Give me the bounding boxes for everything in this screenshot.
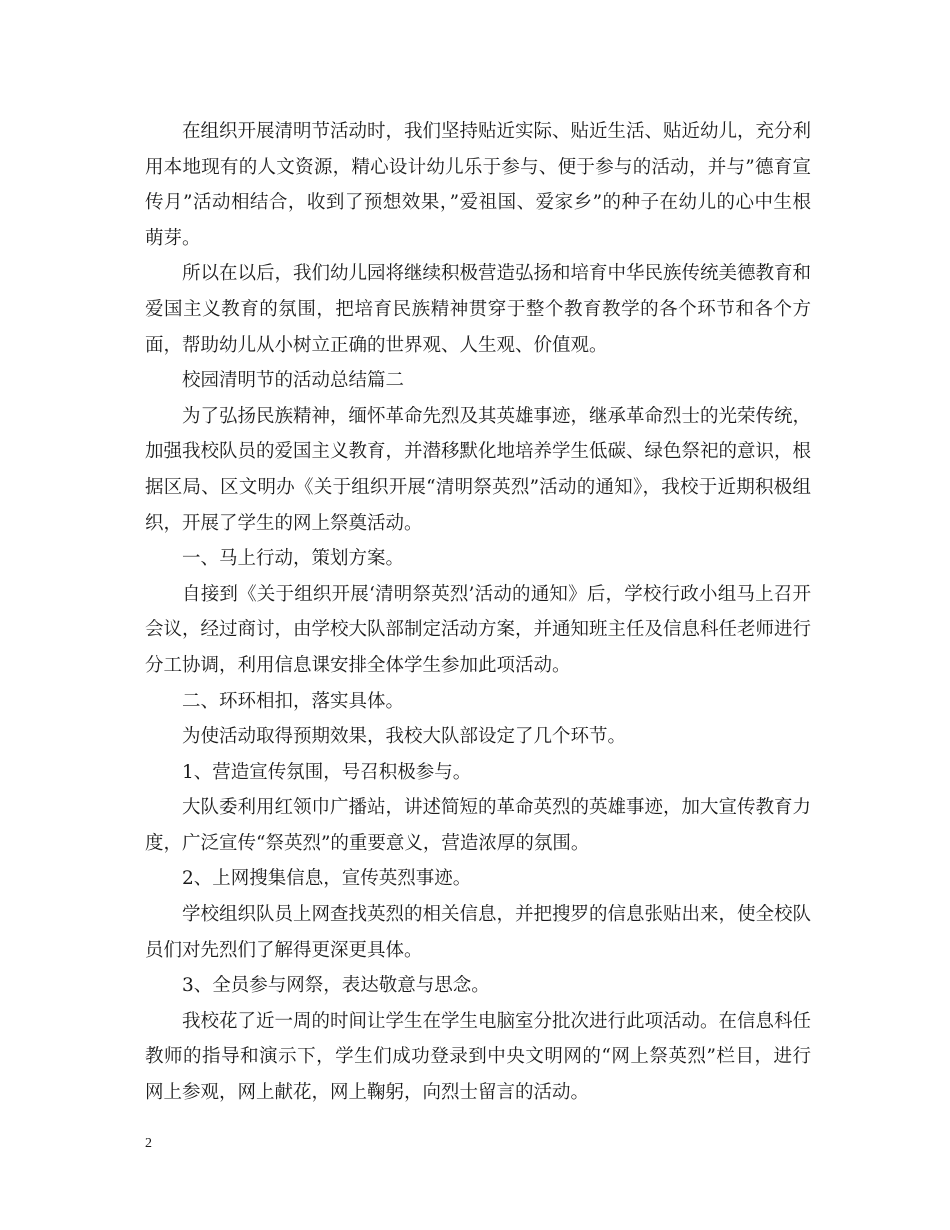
document-body [145, 114, 811, 1111]
paragraph-8: 我校花了近一周的时间让学生在学生电脑室分批次进行此项活动。在信息科任教师的指导和演示下，学生们成功登录到中央文明网的“网上祭英烈”栏目，进行网上参观，网上献花，网上鞠躬，向烈士留言的活动。 [145, 1010, 812, 1104]
paragraph-5: 为使活动取得预期效果，我校大队部设定了几个环节。 [182, 726, 627, 748]
paragraph-2: 所以在以后，我们幼儿园将继续积极营造弘扬和培育中华民族传统美德教育和爱国主义教育的氛围，把培育民族精神贯穿于整个教育教学的各个环节和各个方面，帮助幼儿从小树立正确的世界观、人生观、价值观。 [145, 263, 812, 356]
page-number: 2 [145, 1136, 152, 1151]
paragraph-3: 为了弘扬民族精神，缅怀革命先烈及其英雄事迹，继承革命烈士的光荣传统，加强我校队员的爱国主义教育，并潜移默化地培养学生低碳、绿色祭祀的意识，根据区局、区文明办《关于组织开展“清明祭英烈”活动的通知》，我校于近期积极组织，开展了学生的网上祭奠活动。 [145, 405, 812, 534]
section-heading: 校园清明节的活动总结篇二 [182, 370, 405, 392]
list-item-1: 1、营造宣传氛围，号召积极参与。 [182, 761, 472, 783]
paragraph-7: 学校组织队员上网查找英烈的相关信息，并把搜罗的信息张贴出来，使全校队员们对先烈们了解得更深更具体。 [145, 904, 812, 961]
paragraph-1: 在组织开展清明节活动时，我们坚持贴近实际、贴近生活、贴近幼儿，充分利用本地现有的人文资源，精心设计幼儿乐于参与、便于参与的活动，并与”德育宣传月”活动相结合，收到了预想效果，”爱祖国、爱家乡”的种子在幼儿的心中生根萌芽。 [145, 121, 812, 249]
subheading-1: 一、马上行动，策划方案。 [182, 548, 405, 570]
list-item-3: 3、全员参与网祭，表达敬意与思念。 [182, 975, 490, 997]
paragraph-4: 自接到《关于组织开展‘清明祭英烈’活动的通知》后，学校行政小组马上召开会议，经过商讨，由学校大队部制定活动方案，并通知班主任及信息科任老师进行分工协调，利用信息课安排全体学生参加此项活动。 [145, 583, 812, 676]
subheading-2: 二、环环相扣，落实具体。 [182, 690, 405, 712]
list-item-2: 2、上网搜集信息，宣传英烈事迹。 [182, 868, 472, 890]
paragraph-6: 大队委利用红领巾广播站，讲述简短的革命英烈的英雄事迹，加大宣传教育力度，广泛宣传“祭英烈”的重要意义，营造浓厚的氛围。 [145, 797, 812, 854]
